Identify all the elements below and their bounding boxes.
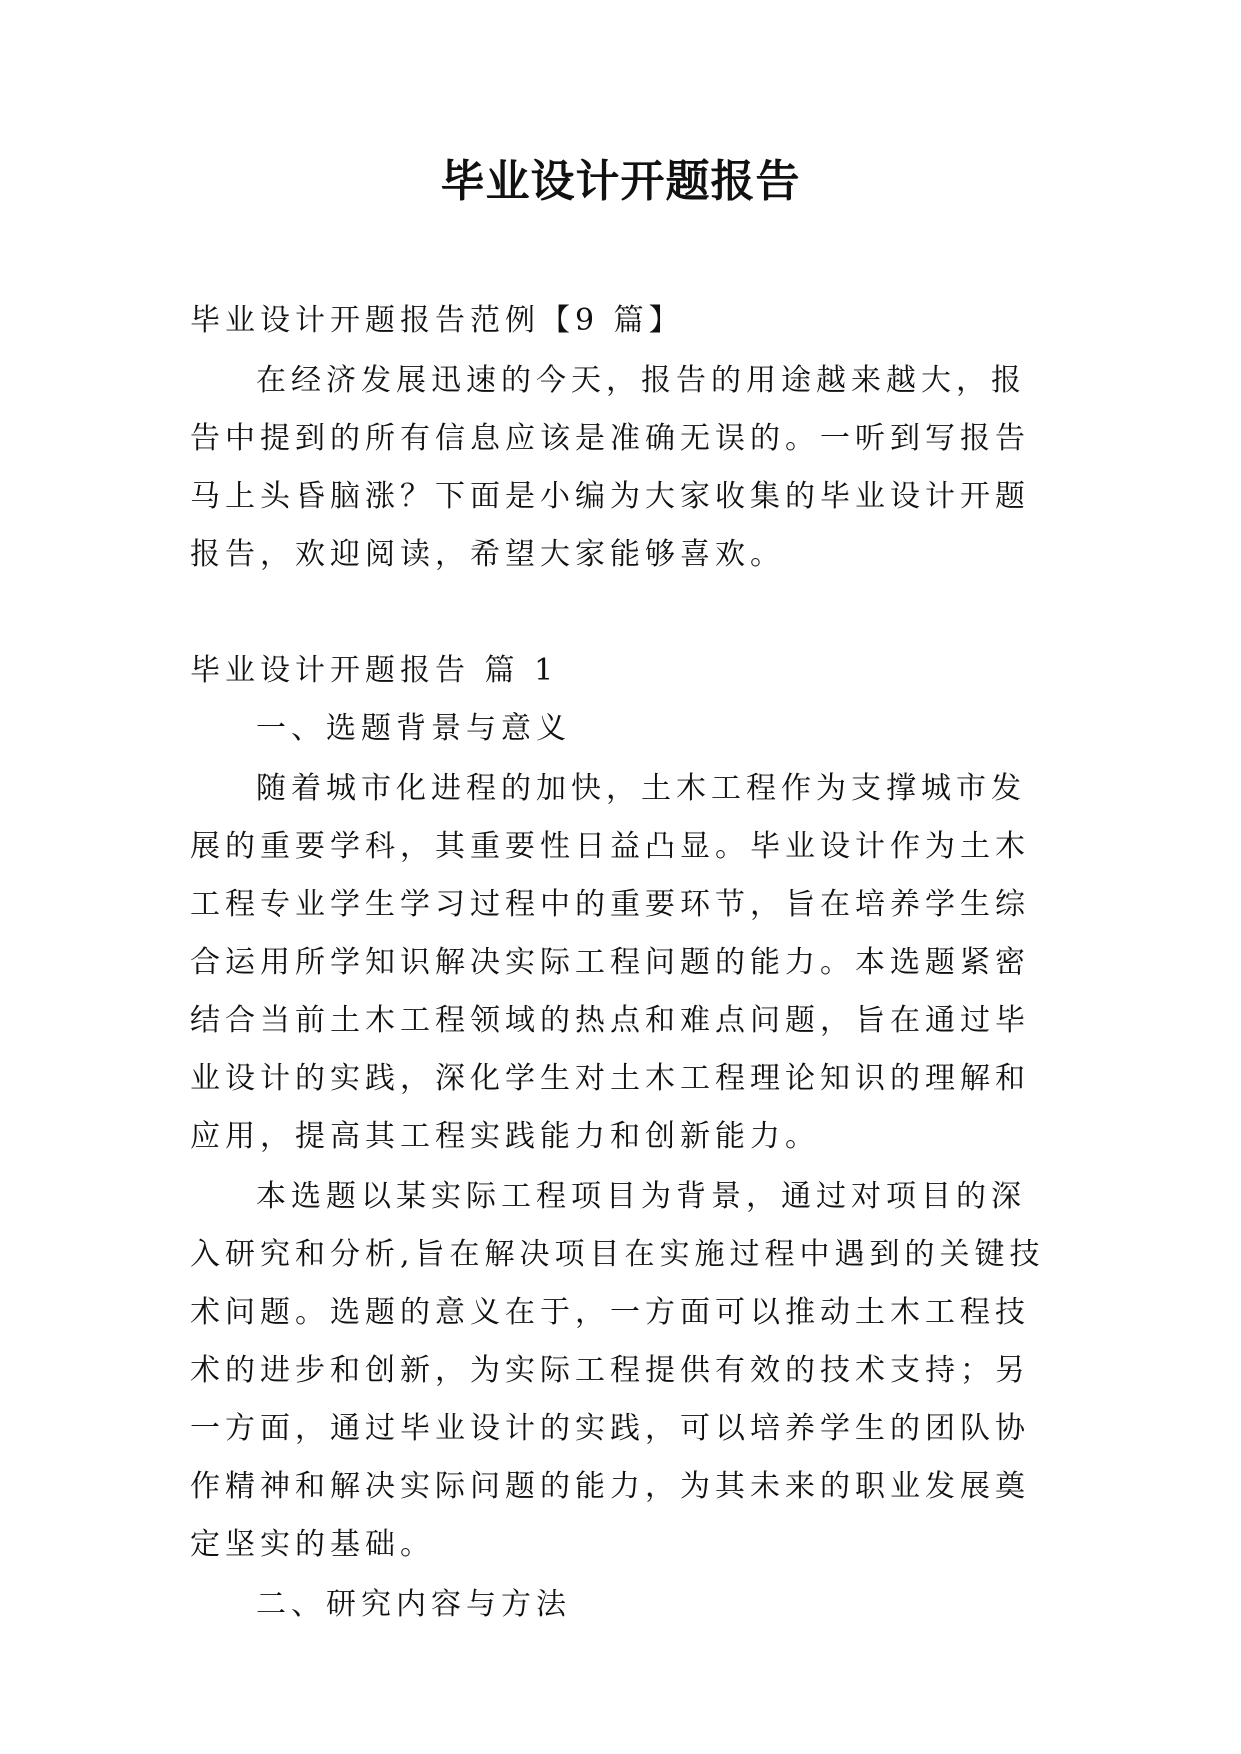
document-body [190, 292, 1052, 1636]
body-paragraph-1: 随着城市化进程的加快，土木工程作为支撑城市发展的重要学科，其重要性日益凸显。毕业设计作为土木工程专业学生学习过程中的重要环节，旨在培养学生综合运用所学知识解决实际工程问题的能力。本选题紧密结合当前土木工程领域的热点和难点问题，旨在通过毕业设计的实践，深化学生对土木工程理论知识的理解和应用，提高其工程实践能力和创新能力。 [190, 771, 1030, 1154]
intro-paragraph: 在经济发展迅速的今天，报告的用途越来越大，报告中提到的所有信息应该是准确无误的。一听到写报告马上头昏脑涨？下面是小编为大家收集的毕业设计开题报告，欢迎阅读，希望大家能够喜欢。 [190, 363, 1030, 572]
section-heading-1: 一、选题背景与意义 [256, 711, 571, 746]
section-title: 毕业设计开题报告 篇 1 [190, 653, 559, 688]
document-subtitle: 毕业设计开题报告范例【9 篇】 [190, 303, 684, 338]
section-heading-2: 二、研究内容与方法 [256, 1587, 571, 1622]
document-title: 毕业设计开题报告 [440, 156, 801, 207]
body-paragraph-2: 本选题以某实际工程项目为背景，通过对项目的深入研究和分析,旨在解决项目在实施过程中遇到的关键技术问题。选题的意义在于，一方面可以推动土木工程技术的进步和创新，为实际工程提供有效的技术支持；另一方面，通过毕业设计的实践，可以培养学生的团队协作精神和解决实际问题的能力，为其未来的职业发展奠定坚实的基础。 [190, 1179, 1045, 1562]
